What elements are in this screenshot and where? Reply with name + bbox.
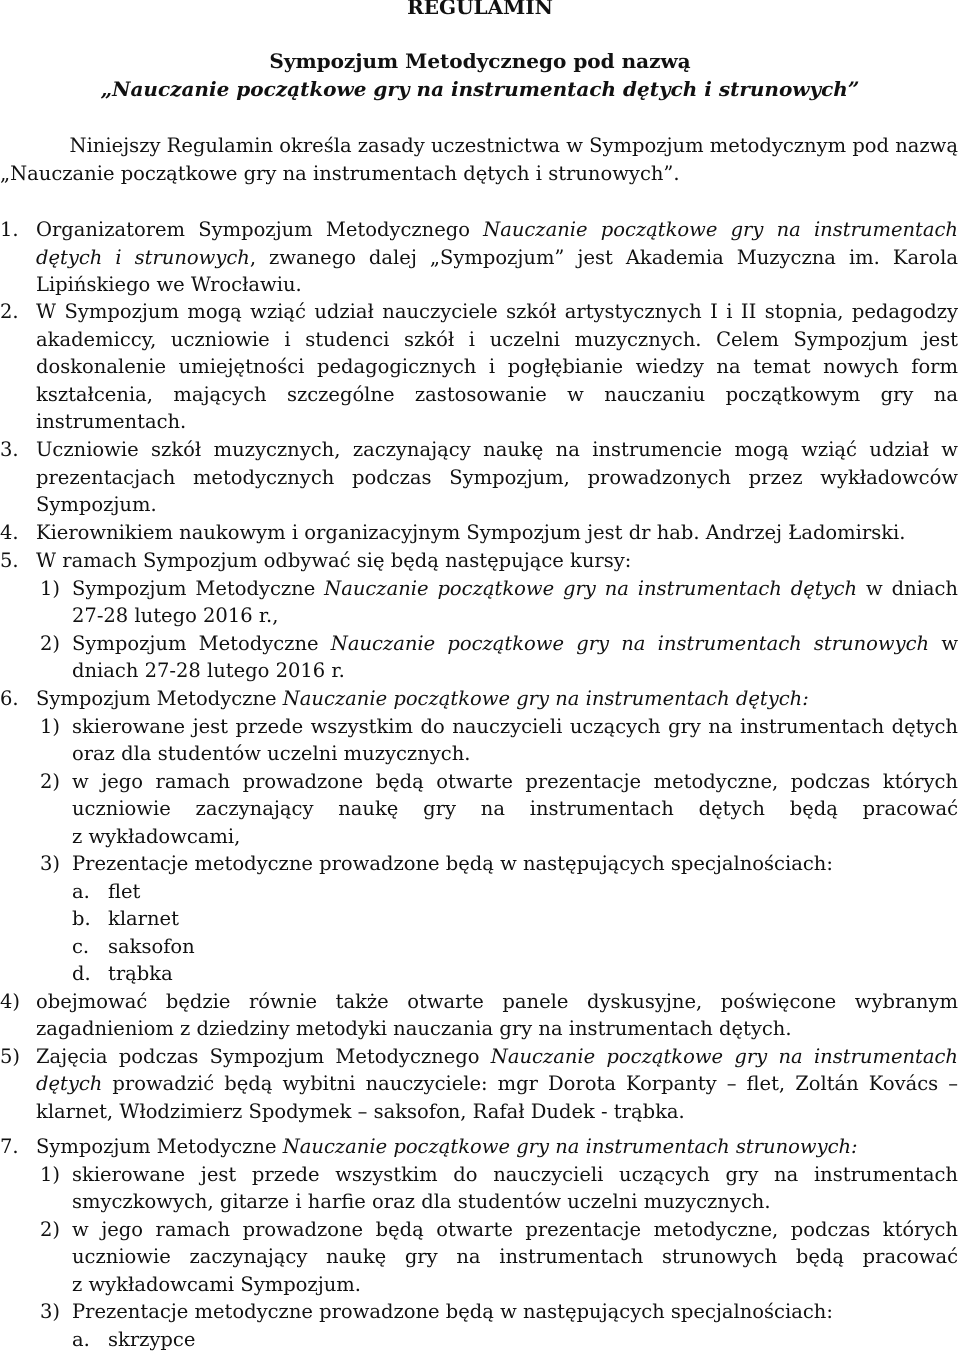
point-line: akademiccy, uczniowie i studenci szkół i uczelni muzycznych. Celem Sympozjum jest — [36, 327, 958, 351]
point-1 — [0, 216, 960, 299]
point-line: Sympozjum Metodyczne Nauczanie początkowe gry na instrumentach dętych: — [36, 687, 809, 710]
subpoint-line: smyczkowych, gitarze i harfie oraz dla studentów uczelni muzycznych. — [72, 1190, 771, 1213]
point-number: 1. — [0, 218, 19, 241]
subpoint-line: uczniowie zaczynający naukę gry na instrumentach strunowych będą pracować — [72, 1245, 958, 1268]
specialty-name: klarnet — [108, 907, 179, 930]
subpoint-line: dętych prowadzić będą wybitni nauczyciele: mgr Dorota Korpanty – flet, Zoltán Kovács – — [36, 1072, 958, 1095]
point-line: instrumentach. — [36, 410, 187, 433]
subpoint-line: uczniowie zaczynający naukę gry na instrumentach dętych będą pracować — [72, 797, 958, 820]
subpoint-line: skierowane jest przede wszystkim do nauczycieli uczących gry na instrumentach dętych — [72, 714, 958, 738]
specialty-letter: a. — [72, 1327, 90, 1351]
subpoint-number: 5) — [0, 1044, 21, 1068]
subpoint-line: zagadnieniom z dziedziny metodyki nauczania gry na instrumentach dętych. — [36, 1017, 792, 1040]
document-subtitle: Sympozjum Metodycznego pod nazwą — [269, 49, 691, 73]
point-number: 5. — [0, 549, 19, 572]
subpoint-line: klarnet, Włodzimierz Spodymek – saksofon, Rafał Dudek - trąbka. — [36, 1099, 685, 1123]
point-2 — [0, 298, 960, 436]
point-line: W ramach Sympozjum odbywać się będą następujące kursy: — [36, 549, 632, 572]
subpoint-line: z wykładowcami Sympozjum. — [72, 1272, 361, 1296]
point-3 — [0, 436, 960, 519]
point-line: W Sympozjum mogą wziąć udział nauczyciele szkół artystycznych I i II stopnia, pedagodzy — [36, 300, 958, 323]
subpoint-number: 2) — [40, 1217, 61, 1241]
subpoint-number: 1) — [40, 576, 61, 600]
point-line: Sympozjum Metodyczne Nauczanie początkowe gry na instrumentach strunowych: — [36, 1135, 858, 1158]
subpoint-line: 27-28 lutego 2016 r., — [72, 604, 279, 627]
subpoint-line: obejmować będzie równie także otwarte panele dyskusyjne, poświęcone wybranym — [36, 989, 958, 1013]
point-line: Uczniowie szkół muzycznych, zaczynający naukę na instrumencie mogą wziąć udział w — [36, 438, 958, 461]
subpoint-number: 1) — [40, 714, 61, 738]
point-7 — [0, 1133, 960, 1353]
point-number: 6. — [0, 687, 19, 710]
specialty-item — [0, 905, 960, 933]
point-line: Organizatorem Sympozjum Metodycznego Nauczanie początkowe gry na instrumentach — [36, 218, 958, 241]
point-line: Kierownikiem naukowym i organizacyjnym Sympozjum jest dr hab. Andrzej Ładomirski. — [36, 521, 906, 544]
point-6 — [0, 685, 960, 1125]
specialty-name: skrzypce — [108, 1327, 196, 1351]
intro-line: Niniejszy Regulamin określa zasady uczestnictwa w Sympozjum metodycznym pod nazwą — [69, 134, 958, 157]
subpoint-line: Prezentacje metodyczne prowadzone będą w następujących specjalnościach: — [72, 852, 833, 875]
specialty-letter: a. — [72, 879, 90, 903]
point-line: prezentacjach metodycznych podczas Sympozjum, prowadzonych przez wykładowców — [36, 465, 958, 489]
subpoint-line: dniach 27-28 lutego 2016 r. — [72, 659, 345, 682]
specialty-letter: d. — [72, 962, 91, 985]
point-5 — [0, 547, 960, 685]
intro-line: „Nauczanie początkowe gry na instrumentach dętych i strunowych”. — [0, 161, 680, 185]
subpoint-line: w jego ramach prowadzone będą otwarte prezentacje metodyczne, podczas których — [72, 769, 958, 793]
subpoint-line: w jego ramach prowadzone będą otwarte prezentacje metodyczne, podczas których — [72, 1217, 958, 1241]
subpoint-line: skierowane jest przede wszystkim do nauczycieli uczących gry na instrumentach — [72, 1162, 958, 1186]
subpoint-line: Prezentacje metodyczne prowadzone będą w następujących specjalnościach: — [72, 1300, 833, 1323]
point-line: kształcenia, mających szczególne zastosowanie w nauczaniu początkowym gry na — [36, 382, 958, 406]
subpoint-line: Zajęcia podczas Sympozjum Metodycznego Nauczanie początkowe gry na instrumentach — [36, 1044, 958, 1068]
point-number: 2. — [0, 300, 19, 323]
specialty-letter: b. — [72, 907, 91, 930]
subpoint-line: Sympozjum Metodyczne Nauczanie początkowe gry na instrumentach dętych w dniach — [72, 576, 958, 600]
point-4 — [0, 519, 960, 547]
subpoint-number: 4) — [0, 989, 21, 1013]
point-line: Lipińskiego we Wrocławiu. — [36, 273, 302, 296]
specialty-item — [0, 960, 960, 988]
subpoint-number: 3) — [40, 852, 61, 875]
subpoint-number: 2) — [40, 769, 61, 793]
subpoint-number: 1) — [40, 1162, 61, 1186]
point-line: Sympozjum. — [36, 493, 157, 516]
subpoint-number: 2) — [40, 631, 61, 655]
specialty-item — [0, 1326, 960, 1353]
point-number: 3. — [0, 438, 19, 461]
specialty-item — [0, 878, 960, 906]
subpoint-number: 3) — [40, 1300, 61, 1323]
point-line: dętych i strunowych, zwanego dalej „Sympozjum” jest Akademia Muzyczna im. Karola — [36, 245, 958, 269]
point-line: doskonalenie umiejętności pedagogicznych i pogłębianie wiedzy na temat nowych form — [36, 355, 958, 378]
point-number: 7. — [0, 1135, 19, 1158]
intro-paragraph — [0, 132, 960, 187]
specialty-name: trąbka — [108, 962, 173, 985]
subpoint-line: oraz dla studentów uczelni muzycznych. — [72, 742, 471, 765]
point-number: 4. — [0, 521, 19, 544]
subpoint-line: z wykładowcami, — [72, 824, 241, 848]
subpoint-line: Sympozjum Metodyczne Nauczanie początkowe gry na instrumentach strunowych w — [72, 631, 959, 655]
symposium-name: „Nauczanie początkowe gry na instrumentach dętych i strunowych” — [100, 77, 860, 101]
document-title: REGULAMIN — [407, 0, 553, 19]
specialty-letter: c. — [72, 934, 90, 958]
specialty-name: flet — [108, 879, 141, 903]
specialty-name: saksofon — [108, 934, 195, 958]
specialty-item — [0, 933, 960, 961]
